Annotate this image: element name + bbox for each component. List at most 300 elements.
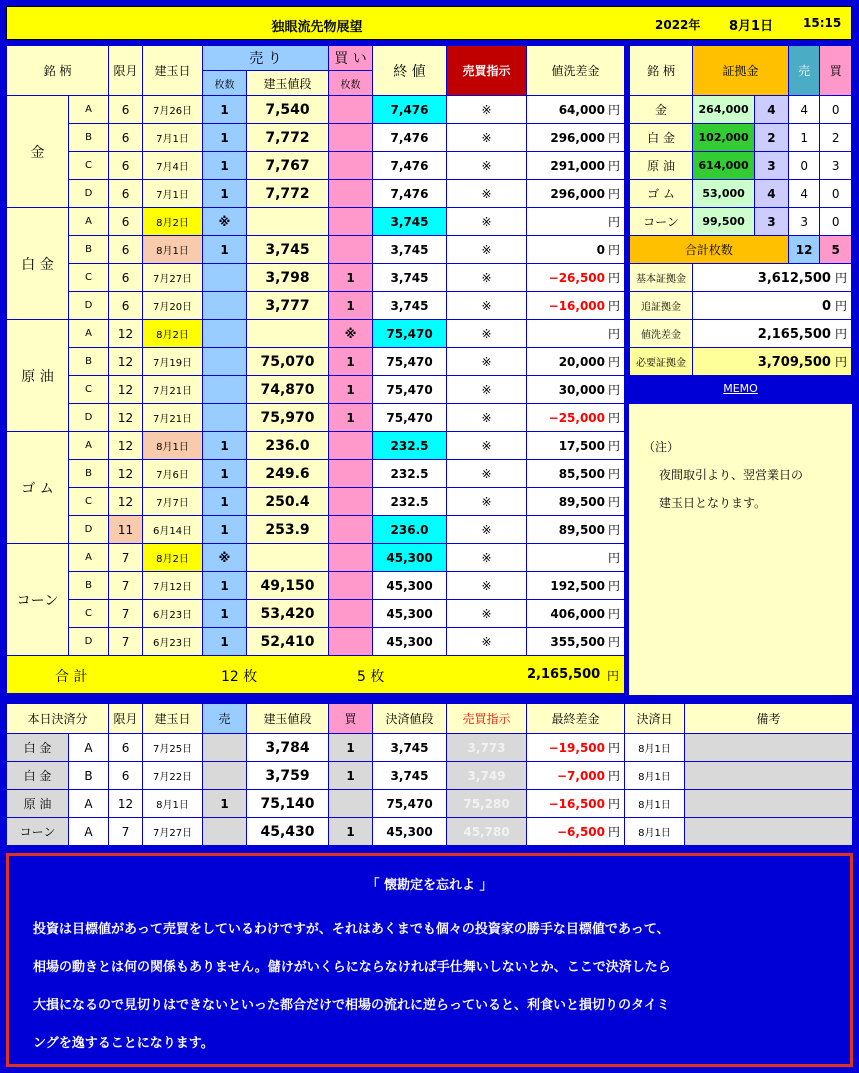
- settled-col-entry: 建玉値段: [247, 704, 329, 734]
- row-close: 7,476: [373, 124, 447, 152]
- margin-total-row: [630, 236, 852, 264]
- row-pnl: 0: [596, 243, 606, 257]
- row-pnl: 291,000: [550, 159, 606, 173]
- row-sell-count: 1: [203, 460, 247, 488]
- summary-unit: 円: [834, 327, 847, 341]
- row-instruction: ※: [447, 292, 527, 320]
- row-month: 11: [109, 516, 143, 544]
- position-row: [7, 516, 625, 544]
- row-pnl-cell: [527, 264, 625, 292]
- summary-label: 必要証拠金: [630, 348, 693, 376]
- settled-id: A: [69, 818, 109, 846]
- summary-value: 0: [821, 299, 831, 314]
- margin-row: [630, 96, 852, 124]
- settled-buy: 1: [329, 734, 373, 762]
- col-month: 限月: [109, 46, 143, 96]
- row-id: C: [69, 376, 109, 404]
- row-id: A: [69, 544, 109, 572]
- row-entry-price: 7,767: [247, 152, 329, 180]
- row-pnl-cell: [527, 96, 625, 124]
- row-buy-count: [329, 460, 373, 488]
- row-entry-price: 3,777: [247, 292, 329, 320]
- settled-pnl-cell: [527, 762, 625, 790]
- settled-row: [7, 818, 853, 846]
- settled-instruction: 45,780: [447, 818, 527, 846]
- summary-label: 基本証拠金: [630, 264, 693, 292]
- row-buy-count: [329, 488, 373, 516]
- row-close: 232.5: [373, 460, 447, 488]
- header-date: 8月1日: [729, 19, 774, 34]
- position-row: [7, 488, 625, 516]
- row-instruction: ※: [447, 180, 527, 208]
- position-row: [7, 544, 625, 572]
- position-row: [7, 320, 625, 348]
- position-row: [7, 208, 625, 236]
- page-title: 独眼流先物展望: [271, 20, 363, 35]
- positions-total-row: [7, 656, 625, 694]
- margin-name: 原 油: [630, 152, 693, 180]
- row-buy-count: [329, 236, 373, 264]
- row-pnl-cell: [527, 404, 625, 432]
- total-buy: 5 枚: [357, 669, 385, 685]
- margin-sell: 4: [788, 96, 820, 124]
- row-buy-count: [329, 180, 373, 208]
- row-sell-count: 1: [203, 628, 247, 656]
- row-instruction: ※: [447, 124, 527, 152]
- position-row: [7, 348, 625, 376]
- settled-pnl-cell: [527, 734, 625, 762]
- row-entry-price: 249.6: [247, 460, 329, 488]
- row-buy-count: [329, 432, 373, 460]
- margin-total-sell: 12: [788, 236, 820, 264]
- row-close: 236.0: [373, 516, 447, 544]
- row-sell-count: 1: [203, 96, 247, 124]
- row-pnl-cell: [527, 544, 625, 572]
- row-instruction: ※: [447, 628, 527, 656]
- row-pnl-cell: [527, 432, 625, 460]
- row-date: 7月20日: [143, 292, 203, 320]
- summary-row: [630, 292, 852, 320]
- col-name: 銘 柄: [7, 46, 109, 96]
- margin-value: 99,500: [693, 208, 755, 236]
- row-close: 45,300: [373, 628, 447, 656]
- summary-label: 値洗差金: [630, 320, 693, 348]
- row-month: 12: [109, 488, 143, 516]
- settled-id: A: [69, 790, 109, 818]
- settled-pnl: −16,500: [548, 797, 605, 811]
- margin-col-name: 銘 柄: [630, 46, 693, 96]
- memo-panel: [629, 404, 852, 695]
- row-close: 232.5: [373, 488, 447, 516]
- row-pnl-unit: 円: [608, 187, 621, 201]
- row-sell-count: 1: [203, 600, 247, 628]
- row-date: 8月1日: [143, 236, 203, 264]
- row-entry-price: 74,870: [247, 376, 329, 404]
- settled-col-month: 限月: [109, 704, 143, 734]
- settled-col-remarks: 備考: [685, 704, 853, 734]
- row-instruction: ※: [447, 96, 527, 124]
- row-date: 7月1日: [143, 180, 203, 208]
- row-pnl-unit: 円: [608, 131, 621, 145]
- row-entry-price: 7,540: [247, 96, 329, 124]
- settled-instruction: 3,773: [447, 734, 527, 762]
- col-date: 建玉日: [143, 46, 203, 96]
- row-month: 12: [109, 460, 143, 488]
- row-sell-count: [203, 320, 247, 348]
- settled-sell: [203, 762, 247, 790]
- row-entry-price: [247, 544, 329, 572]
- row-pnl: 89,500: [558, 523, 606, 537]
- row-month: 6: [109, 152, 143, 180]
- row-close: 3,745: [373, 236, 447, 264]
- row-pnl-cell: [527, 180, 625, 208]
- row-instruction: ※: [447, 404, 527, 432]
- position-row: [7, 376, 625, 404]
- settled-settle-date: 8月1日: [625, 762, 685, 790]
- row-buy-count: [329, 572, 373, 600]
- margin-col-buy: 買: [820, 46, 852, 96]
- row-pnl: −25,000: [548, 411, 606, 425]
- row-month: 12: [109, 404, 143, 432]
- row-pnl-cell: [527, 628, 625, 656]
- position-row: [7, 124, 625, 152]
- position-row: [7, 180, 625, 208]
- col-pnl: 値洗差金: [527, 46, 625, 96]
- settled-sell: 1: [203, 790, 247, 818]
- settled-entry-price: 45,430: [247, 818, 329, 846]
- row-close: 232.5: [373, 432, 447, 460]
- row-pnl-cell: [527, 516, 625, 544]
- margin-name: ゴ ム: [630, 180, 693, 208]
- position-row: [7, 96, 625, 124]
- margin-value: 614,000: [693, 152, 755, 180]
- commodity-name: ゴ ム: [7, 432, 69, 544]
- row-close: 7,476: [373, 152, 447, 180]
- row-sell-count: 1: [203, 488, 247, 516]
- row-month: 6: [109, 264, 143, 292]
- settled-pnl-unit: 円: [608, 825, 621, 839]
- row-id: D: [69, 292, 109, 320]
- row-entry-price: 52,410: [247, 628, 329, 656]
- col-sell: 売 り: [203, 46, 329, 71]
- row-instruction: ※: [447, 208, 527, 236]
- margin-buy: 2: [820, 124, 852, 152]
- row-instruction: ※: [447, 236, 527, 264]
- memo-link[interactable]: MEMO: [723, 382, 758, 395]
- margin-buy: 3: [820, 152, 852, 180]
- row-pnl-unit: 円: [608, 467, 621, 481]
- settled-col-name: 本日決済分: [7, 704, 109, 734]
- settled-date: 8月1日: [143, 790, 203, 818]
- settled-instruction: 3,749: [447, 762, 527, 790]
- message-title: 「 懐勘定を忘れよ 」: [366, 878, 493, 893]
- row-buy-count: [329, 544, 373, 572]
- summary-value-cell: [693, 292, 852, 320]
- margin-multiplier: 2: [755, 124, 789, 152]
- row-pnl-unit: 円: [608, 495, 621, 509]
- col-buy: 買 い: [329, 46, 373, 71]
- margin-buy: 0: [820, 180, 852, 208]
- row-pnl: 355,500: [550, 635, 606, 649]
- row-id: A: [69, 320, 109, 348]
- row-date: 7月12日: [143, 572, 203, 600]
- row-date: 6月14日: [143, 516, 203, 544]
- row-sell-count: 1: [203, 516, 247, 544]
- summary-unit: 円: [834, 299, 847, 313]
- row-date: 7月1日: [143, 124, 203, 152]
- col-entry-price: 建玉値段: [247, 71, 329, 96]
- row-sell-count: 1: [203, 572, 247, 600]
- margin-buy: 0: [820, 96, 852, 124]
- row-pnl: 192,500: [550, 579, 606, 593]
- row-date: 6月23日: [143, 600, 203, 628]
- row-close: 45,300: [373, 600, 447, 628]
- row-pnl: 296,000: [550, 131, 606, 145]
- row-pnl: 64,000: [558, 103, 606, 117]
- row-pnl-unit: 円: [608, 355, 621, 369]
- margin-row: [630, 152, 852, 180]
- row-instruction: ※: [447, 572, 527, 600]
- row-sell-count: [203, 348, 247, 376]
- row-pnl-cell: [527, 376, 625, 404]
- message-line-2: 相場の動きとは何の関係もありません。儲けがいくらにならなければ手仕舞いしないとか、ここで決済したら: [33, 960, 671, 975]
- row-month: 7: [109, 628, 143, 656]
- row-entry-price: 75,070: [247, 348, 329, 376]
- settled-entry-price: 75,140: [247, 790, 329, 818]
- row-sell-count: 1: [203, 152, 247, 180]
- margin-header-row: [630, 46, 852, 96]
- margin-col-sell: 売: [788, 46, 820, 96]
- settled-name: 白 金: [7, 762, 69, 790]
- row-entry-price: 49,150: [247, 572, 329, 600]
- position-row: [7, 292, 625, 320]
- row-buy-count: [329, 96, 373, 124]
- col-sell-count: 枚数: [203, 71, 247, 96]
- row-buy-count: [329, 152, 373, 180]
- row-pnl-unit: 円: [608, 635, 621, 649]
- row-date: 7月21日: [143, 404, 203, 432]
- commodity-name: 原 油: [7, 320, 69, 432]
- position-row: [7, 264, 625, 292]
- position-row: [7, 600, 625, 628]
- row-pnl-unit: 円: [608, 607, 621, 621]
- row-pnl: 296,000: [550, 187, 606, 201]
- row-instruction: ※: [447, 376, 527, 404]
- message-line-1: 投資は目標値があって売買をしているわけですが、それはあくまでも個々の投資家の勝手な目標値であって、: [33, 922, 670, 937]
- row-pnl-cell: [527, 292, 625, 320]
- settled-col-pnl: 最終差金: [527, 704, 625, 734]
- row-sell-count: 1: [203, 236, 247, 264]
- row-id: C: [69, 264, 109, 292]
- row-date: 7月6日: [143, 460, 203, 488]
- header-bar: [6, 6, 852, 40]
- settled-col-buy: 買: [329, 704, 373, 734]
- row-instruction: ※: [447, 460, 527, 488]
- settled-month: 6: [109, 762, 143, 790]
- row-pnl: 20,000: [558, 355, 606, 369]
- settled-row: [7, 762, 853, 790]
- summary-row: [630, 348, 852, 376]
- summary-value: 3,709,500: [757, 355, 831, 370]
- settled-sell: [203, 818, 247, 846]
- margin-sell: 0: [788, 152, 820, 180]
- row-entry-price: 53,420: [247, 600, 329, 628]
- margin-col-margin: 証拠金: [693, 46, 789, 96]
- summary-value-cell: [693, 264, 852, 292]
- summary-value-cell: [693, 348, 852, 376]
- settled-id: A: [69, 734, 109, 762]
- margin-multiplier: 3: [755, 208, 789, 236]
- settled-price: 3,745: [373, 734, 447, 762]
- row-pnl-cell: [527, 348, 625, 376]
- row-pnl-unit: 円: [608, 299, 621, 313]
- margin-sell: 4: [788, 180, 820, 208]
- row-buy-count: ※: [329, 320, 373, 348]
- margin-name: コーン: [630, 208, 693, 236]
- total-cell: [7, 656, 625, 694]
- settled-instruction: 75,280: [447, 790, 527, 818]
- row-month: 6: [109, 208, 143, 236]
- row-month: 12: [109, 320, 143, 348]
- row-pnl-unit: 円: [608, 439, 621, 453]
- margin-row: [630, 124, 852, 152]
- row-id: C: [69, 152, 109, 180]
- row-close: 7,476: [373, 180, 447, 208]
- row-id: D: [69, 180, 109, 208]
- settled-settle-date: 8月1日: [625, 818, 685, 846]
- row-instruction: ※: [447, 152, 527, 180]
- position-row: [7, 236, 625, 264]
- row-close: 7,476: [373, 96, 447, 124]
- settled-buy: 1: [329, 818, 373, 846]
- row-instruction: ※: [447, 264, 527, 292]
- row-entry-price: 3,745: [247, 236, 329, 264]
- row-instruction: ※: [447, 600, 527, 628]
- row-pnl-unit: 円: [608, 215, 621, 229]
- row-sell-count: 1: [203, 432, 247, 460]
- message-line-3: 大損になるので見切りはできないといった都合だけで相場の流れに逆らっていると、利食いと損切りのタイミ: [33, 998, 670, 1013]
- row-id: A: [69, 96, 109, 124]
- commodity-name: コーン: [7, 544, 69, 656]
- position-row: [7, 628, 625, 656]
- row-buy-count: 1: [329, 376, 373, 404]
- settled-date: 7月27日: [143, 818, 203, 846]
- row-date: 7月26日: [143, 96, 203, 124]
- row-id: B: [69, 124, 109, 152]
- row-pnl-cell: [527, 320, 625, 348]
- row-close: 45,300: [373, 544, 447, 572]
- margin-multiplier: 4: [755, 96, 789, 124]
- row-id: A: [69, 432, 109, 460]
- settled-col-sell: 売: [203, 704, 247, 734]
- margin-name: 白 金: [630, 124, 693, 152]
- settled-pnl-unit: 円: [608, 769, 621, 783]
- row-date: 8月2日: [143, 320, 203, 348]
- row-buy-count: 1: [329, 348, 373, 376]
- positions-header-row: [7, 46, 625, 71]
- margin-row: [630, 208, 852, 236]
- total-label: 合 計: [55, 669, 88, 685]
- settled-pnl-unit: 円: [608, 797, 621, 811]
- row-buy-count: [329, 628, 373, 656]
- row-sell-count: [203, 264, 247, 292]
- row-close: 75,470: [373, 376, 447, 404]
- settled-month: 6: [109, 734, 143, 762]
- row-sell-count: [203, 292, 247, 320]
- settled-col-instruction: 売買指示: [447, 704, 527, 734]
- position-row: [7, 152, 625, 180]
- row-entry-price: 250.4: [247, 488, 329, 516]
- total-sell: 12 枚: [221, 669, 258, 685]
- row-pnl: 85,500: [558, 467, 606, 481]
- settled-remarks: [685, 762, 853, 790]
- row-date: 7月27日: [143, 264, 203, 292]
- row-month: 12: [109, 376, 143, 404]
- settled-table: [6, 703, 853, 846]
- row-entry-price: [247, 320, 329, 348]
- settled-header-row: [7, 704, 853, 734]
- message-line-4: ングを逸することになります。: [33, 1036, 214, 1051]
- row-id: C: [69, 488, 109, 516]
- row-date: 7月4日: [143, 152, 203, 180]
- settled-settle-date: 8月1日: [625, 734, 685, 762]
- row-pnl-unit: 円: [608, 243, 621, 257]
- position-row: [7, 572, 625, 600]
- summary-unit: 円: [834, 271, 847, 285]
- row-buy-count: 1: [329, 404, 373, 432]
- row-id: B: [69, 348, 109, 376]
- row-buy-count: [329, 516, 373, 544]
- row-pnl-cell: [527, 152, 625, 180]
- header-year: 2022年: [655, 18, 701, 32]
- margin-sell: 3: [788, 208, 820, 236]
- row-entry-price: 7,772: [247, 124, 329, 152]
- row-id: A: [69, 208, 109, 236]
- row-month: 7: [109, 600, 143, 628]
- margin-total-label: 合計枚数: [630, 236, 789, 264]
- settled-price: 3,745: [373, 762, 447, 790]
- settled-sell: [203, 734, 247, 762]
- row-date: 8月2日: [143, 208, 203, 236]
- row-pnl-cell: [527, 572, 625, 600]
- row-month: 6: [109, 236, 143, 264]
- row-date: 7月19日: [143, 348, 203, 376]
- row-pnl-cell: [527, 236, 625, 264]
- margin-multiplier: 4: [755, 180, 789, 208]
- summary-unit: 円: [834, 355, 847, 369]
- row-pnl-cell: [527, 208, 625, 236]
- row-pnl-unit: 円: [608, 579, 621, 593]
- margin-name: 金: [630, 96, 693, 124]
- total-unit: 円: [607, 669, 620, 683]
- row-pnl-unit: 円: [608, 103, 621, 117]
- position-row: [7, 460, 625, 488]
- summary-value: 2,165,500: [757, 327, 831, 342]
- margin-row: [630, 180, 852, 208]
- margin-table: [629, 45, 852, 376]
- memo-note-line2: 建玉日となります。: [659, 496, 767, 510]
- row-month: 12: [109, 432, 143, 460]
- margin-total-buy: 5: [820, 236, 852, 264]
- row-close: 45,300: [373, 572, 447, 600]
- positions-table: [6, 45, 625, 694]
- settled-date: 7月25日: [143, 734, 203, 762]
- row-close: 75,470: [373, 320, 447, 348]
- row-pnl-cell: [527, 600, 625, 628]
- settled-col-date: 建玉日: [143, 704, 203, 734]
- row-close: 75,470: [373, 348, 447, 376]
- col-buy-count: 枚数: [329, 71, 373, 96]
